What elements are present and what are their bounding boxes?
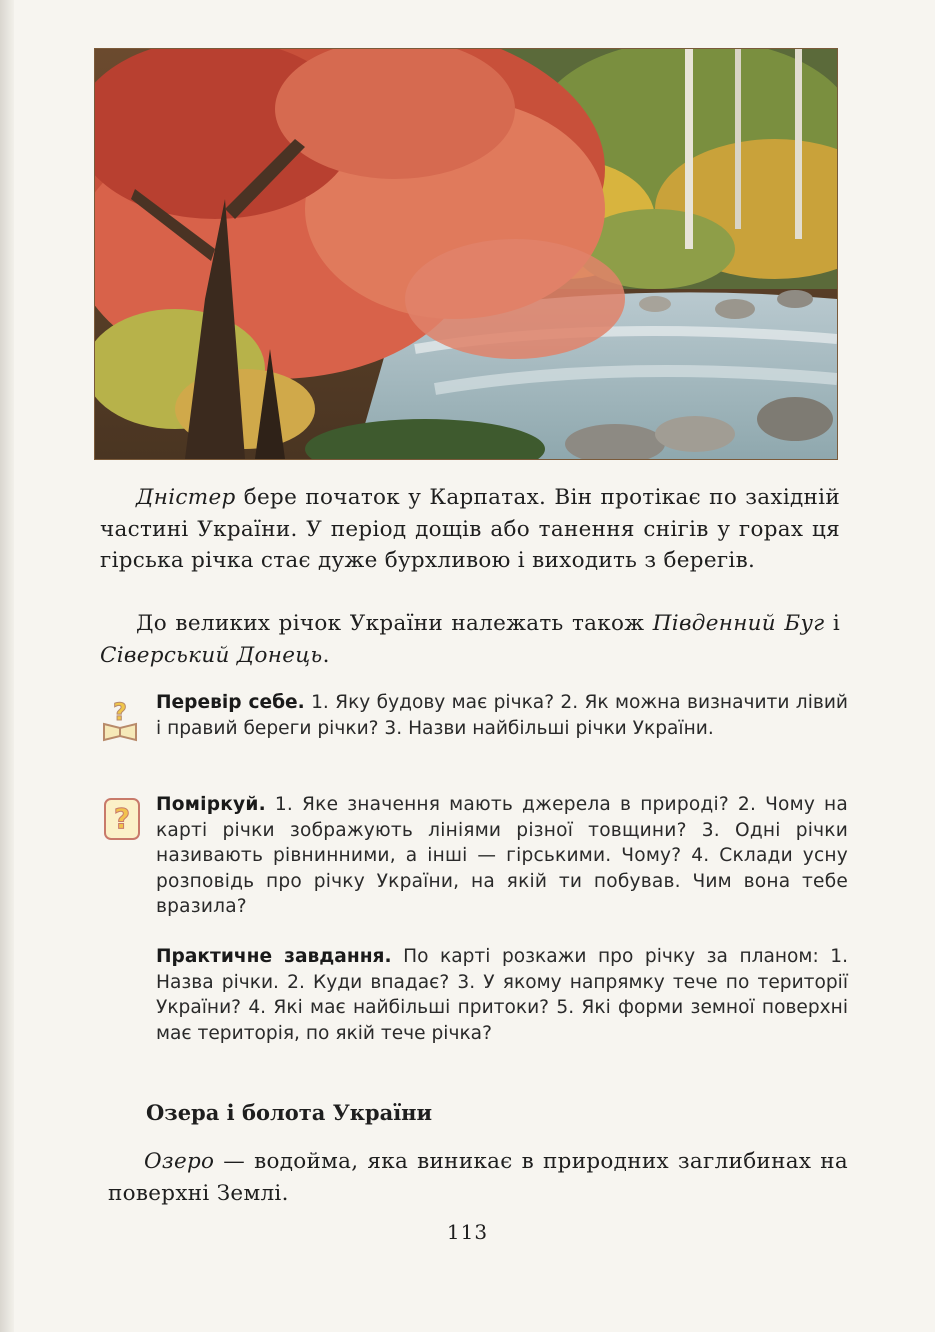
paragraph-lake-text: — водойма, яка виникає в природних заглибинах на поверхні Землі. <box>108 1149 848 1206</box>
practical-task-text: По карті розкажи про річку за планом: 1. Назва річки. 2. Куди впадає? 3. У якому напрямку тече по території України? 4. Які має найбільші притоки? 5. Які форми земної поверхні має територія, по якій тече річка? <box>156 946 848 1044</box>
autumn-river-photo <box>94 48 838 460</box>
paragraph-lake <box>108 1146 848 1209</box>
page-edge <box>0 0 14 1332</box>
practical-task-title: Практичне завдання. <box>156 946 392 967</box>
term-siverskyi-donets: Сіверський Донець <box>100 642 323 668</box>
svg-text:?: ? <box>113 698 127 726</box>
check-yourself-block <box>156 690 848 741</box>
term-lake: Озеро <box>144 1149 215 1174</box>
think-title: Поміркуй. <box>156 794 266 815</box>
paragraph-large-rivers <box>100 608 840 671</box>
check-yourself-text: 1. Яку будову має річка? 2. Як можна визначити лівий і правий береги річки? 3. Назви найбільші річки України. <box>156 692 848 739</box>
think-text: 1. Яке значення мають джерела в природі? 2. Чому на карті річки зображують лініями різної товщини? 3. Одні річки називають рівнинними, а інші — гірськими. Чому? 4. Склади усну розповідь про річку України, на якій ти побував. Чим вона тебе вразила? <box>156 794 848 917</box>
conjunction: і <box>824 611 841 636</box>
practical-task-block <box>156 944 848 1046</box>
svg-text:?: ? <box>113 802 131 835</box>
paragraph-dniester <box>100 482 840 577</box>
page-number: 113 <box>446 1220 489 1244</box>
think-block <box>156 792 848 920</box>
term-southern-bug: Південний Буг <box>652 611 825 636</box>
check-yourself-title: Перевір себе. <box>156 692 305 713</box>
paragraph-dniester-text: бере початок у Карпатах. Він протікає по західній частині України. У період дощів або танення снігів у горах ця гірська річка стає дуже бурхливою і виходить з берегів. <box>100 485 840 573</box>
paragraph-end: . <box>322 642 330 668</box>
section-title: Озера і болота України <box>146 1100 433 1125</box>
term-dniester: Дністер <box>136 485 236 510</box>
book-question-icon <box>100 694 140 742</box>
paragraph-large-rivers-lead: До великих річок України належать також <box>136 611 653 636</box>
question-card-icon <box>102 796 142 844</box>
